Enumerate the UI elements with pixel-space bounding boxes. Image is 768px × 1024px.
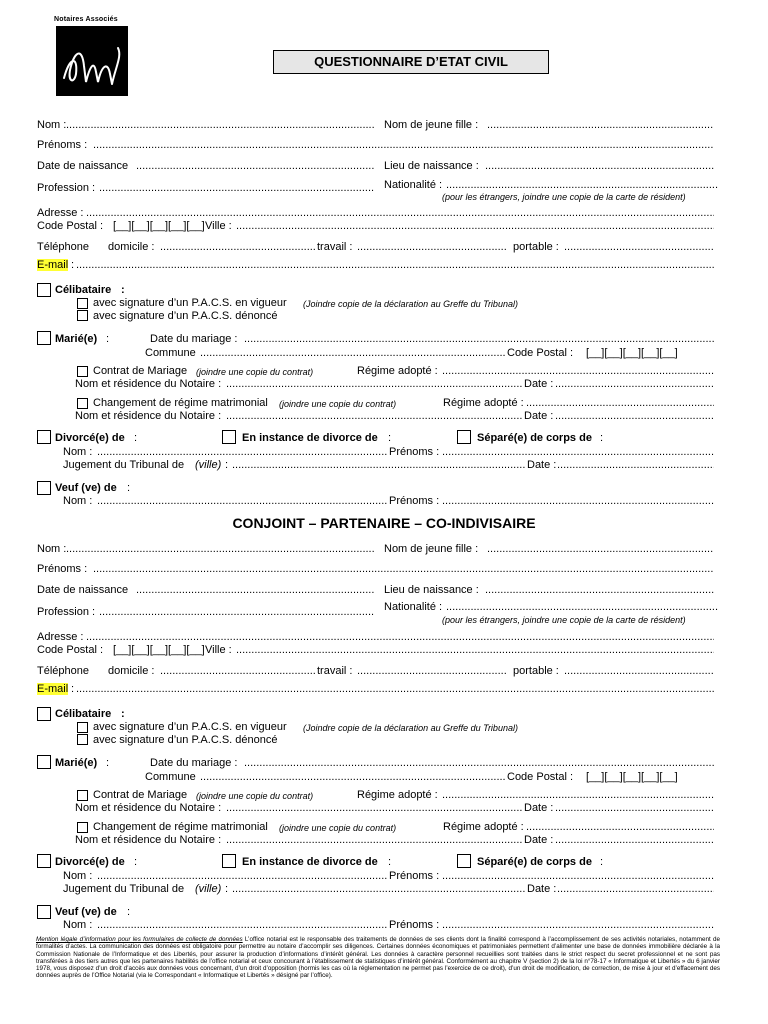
profession-field[interactable] xyxy=(99,182,374,194)
c-veuf-colon: : xyxy=(127,906,131,918)
c-pacs-vigueur-label: avec signature d’un P.A.C.S. en vigueur xyxy=(93,721,287,733)
c-nom-label: Nom : xyxy=(37,543,67,555)
legal-heading: Mention légale d’information pour les formulaires de collecte de données xyxy=(36,936,243,943)
travail-label: travail : xyxy=(317,241,353,253)
travail-field[interactable] xyxy=(357,241,507,253)
jugement-colon: : xyxy=(225,459,229,471)
dvm-logo-icon xyxy=(56,26,128,96)
c-pacs-denonce-label: avec signature d’un P.A.C.S. dénoncé xyxy=(93,734,278,746)
c-code-postal-label: Code Postal : xyxy=(37,644,104,656)
c-jugement-colon: : xyxy=(225,883,229,895)
date-naissance-field[interactable] xyxy=(136,160,374,172)
notaire-2-label: Nom et résidence du Notaire : xyxy=(75,410,222,422)
c-contrat-note: (joindre une copie du contrat) xyxy=(196,791,314,801)
c-lieu-naissance-label: Lieu de naissance : xyxy=(384,584,479,596)
c-jugement-ville: (ville) xyxy=(195,883,222,895)
veuf-colon: : xyxy=(127,482,131,494)
c-nationalite-label: Nationalité : xyxy=(384,601,443,613)
c-divorce-prenoms-field[interactable] xyxy=(442,870,714,882)
nom-field[interactable] xyxy=(66,119,374,131)
c-pacs-denonce-checkbox[interactable] xyxy=(77,734,88,745)
c-changement-regime-checkbox[interactable] xyxy=(77,822,88,833)
page-title: QUESTIONNAIRE D’ETAT CIVIL xyxy=(273,50,549,74)
c-telephone-label: Téléphone xyxy=(37,665,89,677)
changement-regime-checkbox[interactable] xyxy=(77,398,88,409)
c-adresse-label: Adresse : xyxy=(37,631,84,643)
divorce-label: Divorcé(e) de xyxy=(55,432,125,444)
c-regime-adopte-2-label: Régime adopté : xyxy=(443,821,524,833)
c-portable-label: portable : xyxy=(513,665,559,677)
c-prenoms-field[interactable] xyxy=(93,563,714,575)
c-veuf-prenoms-field[interactable] xyxy=(442,919,714,931)
c-jugement-field[interactable] xyxy=(232,883,525,895)
nationalite-label: Nationalité : xyxy=(384,179,443,191)
nationalite-note: (pour les étrangers, joindre une copie de la carte de résident) xyxy=(442,192,686,202)
c-nom-jeune-fille-field[interactable] xyxy=(487,543,714,555)
c-code-postal-boxes[interactable]: [__][__][__][__][__] xyxy=(113,644,205,656)
adresse-label: Adresse : xyxy=(37,207,84,219)
veuf-prenoms-label: Prénoms : xyxy=(389,495,440,507)
changement-regime-label: Changement de régime matrimonial xyxy=(93,397,268,409)
c-marie-label: Marié(e) xyxy=(55,757,98,769)
c-adresse-field[interactable] xyxy=(86,631,714,643)
c-divorce-label: Divorcé(e) de xyxy=(55,856,125,868)
c-marie-checkbox[interactable] xyxy=(37,755,51,769)
regime-adopte-2-label: Régime adopté : xyxy=(443,397,524,409)
c-divorce-colon: : xyxy=(134,856,138,868)
code-postal-boxes[interactable]: [__][__][__][__][__] xyxy=(113,220,205,232)
prenoms-field[interactable] xyxy=(93,139,714,151)
veuf-nom-field[interactable] xyxy=(97,495,387,507)
marie-label: Marié(e) xyxy=(55,333,98,345)
c-instance-colon: : xyxy=(388,856,392,868)
c-prenoms-label: Prénoms : xyxy=(37,563,88,575)
c-changement-regime-label: Changement de régime matrimonial xyxy=(93,821,268,833)
contrat-mariage-checkbox[interactable] xyxy=(77,366,88,377)
c-instance-divorce-checkbox[interactable] xyxy=(222,854,236,868)
date-mariage-field[interactable] xyxy=(244,333,714,345)
c-lieu-naissance-field[interactable] xyxy=(485,584,714,596)
c-date-naissance-label: Date de naissance xyxy=(37,584,129,596)
nom-jeune-fille-label: Nom de jeune fille : xyxy=(384,119,479,131)
celibataire-checkbox[interactable] xyxy=(37,283,51,297)
c-date-contrat-label: Date : xyxy=(524,802,554,814)
notaire-label: Nom et résidence du Notaire : xyxy=(75,378,222,390)
telephone-label: Téléphone xyxy=(37,241,89,253)
regime-adopte-2-field[interactable] xyxy=(526,397,714,409)
c-nom-jeune-fille-label: Nom de jeune fille : xyxy=(384,543,479,555)
veuf-checkbox[interactable] xyxy=(37,481,51,495)
date-naissance-label: Date de naissance xyxy=(37,160,129,172)
c-regime-adopte-label: Régime adopté : xyxy=(357,789,438,801)
legal-notice xyxy=(36,936,720,980)
c-marie-colon: : xyxy=(106,757,110,769)
c-date-changement-label: Date : xyxy=(524,834,554,846)
c-commune-label: Commune xyxy=(145,771,196,783)
divorce-prenoms-field[interactable] xyxy=(442,446,714,458)
c-travail-field[interactable] xyxy=(357,665,507,677)
c-veuf-nom-label: Nom : xyxy=(63,919,93,931)
c-email-label: E-mail xyxy=(37,683,69,695)
pacs-denonce-checkbox[interactable] xyxy=(77,310,88,321)
commune-label: Commune xyxy=(145,347,196,359)
code-postal-marie-boxes[interactable]: [__][__][__][__][__] xyxy=(586,347,678,359)
instance-divorce-checkbox[interactable] xyxy=(222,430,236,444)
c-domicile-label: domicile : xyxy=(108,665,155,677)
c-changement-note: (joindre une copie du contrat) xyxy=(279,823,397,833)
email-colon: : xyxy=(71,259,75,271)
commune-field[interactable] xyxy=(200,347,506,359)
c-separe-checkbox[interactable] xyxy=(457,854,471,868)
c-date-contrat-field[interactable] xyxy=(555,802,714,814)
ville-field[interactable] xyxy=(236,220,714,232)
jugement-date-label: Date : xyxy=(527,459,557,471)
instance-colon: : xyxy=(388,432,392,444)
veuf-prenoms-field[interactable] xyxy=(442,495,714,507)
c-divorce-prenoms-label: Prénoms : xyxy=(389,870,440,882)
notaire-field[interactable] xyxy=(226,378,522,390)
c-pacs-vigueur-checkbox[interactable] xyxy=(77,722,88,733)
c-ville-label: Ville : xyxy=(205,644,232,656)
c-profession-field[interactable] xyxy=(99,606,374,618)
profession-label: Profession : xyxy=(37,182,96,194)
c-veuf-checkbox[interactable] xyxy=(37,905,51,919)
pacs-denonce-label: avec signature d’un P.A.C.S. dénoncé xyxy=(93,310,278,322)
veuf-nom-label: Nom : xyxy=(63,495,93,507)
c-veuf-prenoms-label: Prénoms : xyxy=(389,919,440,931)
date-changement-field[interactable] xyxy=(555,410,714,422)
marie-colon: : xyxy=(106,333,110,345)
marie-checkbox[interactable] xyxy=(37,331,51,345)
c-regime-adopte-field[interactable] xyxy=(442,789,714,801)
c-travail-label: travail : xyxy=(317,665,353,677)
legal-body: L’office notarial est le responsable des traitements de données de ses clients dont la finalité correspond à l’accomplissement de ses activités notariales, notamment de formalités d’actes. La communication des données est obligatoire pour permettre au notaire d’accomplir ses diligences. Certaines données économiques et patrimoniales permettent d’alimenter une base de données immobilière déclarée à la Commission Nationale de l’Informatique et des Libertés, pour assurer la production d’informations d’intérêt général. Les données à caractère personnel recueillies sont traitées dans le strict respect du secret professionnel et ne sont pas transférées à des tiers autres que les partenaires habilités de l’office notarial et ceux concourant à l’établissement de statistiques d’intérêt général. Conformément au chapitre V (section 2) de la loi n°78-17 « Informatique et Libertés » du 6 janvier 1978, vous disposez d’un droit d’accès aux données vous concernant, d’un droit d’opposition (hormis les cas où la réglementation ne permet pas l’exercice de ce droit), d’un droit de modification, de correction, de mise à jour et d’effacement des données auprès de l’Office Notarial (via le Correspondant « Informatique et Libertés » désigné par l’office). xyxy=(36,936,721,980)
c-commune-field[interactable] xyxy=(200,771,506,783)
c-instance-divorce-label: En instance de divorce de xyxy=(242,856,378,868)
c-portable-field[interactable] xyxy=(564,665,714,677)
c-contrat-mariage-label: Contrat de Mariage xyxy=(93,789,188,801)
c-ville-field[interactable] xyxy=(236,644,714,656)
c-notaire-label: Nom et résidence du Notaire : xyxy=(75,802,222,814)
separe-colon: : xyxy=(600,432,604,444)
contrat-note: (joindre une copie du contrat) xyxy=(196,367,314,377)
jugement-date-field[interactable] xyxy=(557,459,714,471)
adresse-field[interactable] xyxy=(86,207,714,219)
date-changement-label: Date : xyxy=(524,410,554,422)
c-code-postal-marie-boxes[interactable]: [__][__][__][__][__] xyxy=(586,771,678,783)
c-divorce-checkbox[interactable] xyxy=(37,854,51,868)
veuf-label: Veuf (ve) de xyxy=(55,482,117,494)
nom-label: Nom : xyxy=(37,119,67,131)
instance-divorce-label: En instance de divorce de xyxy=(242,432,378,444)
pacs-vigueur-checkbox[interactable] xyxy=(77,298,88,309)
divorce-nom-label: Nom : xyxy=(63,446,93,458)
c-separe-label: Séparé(e) de corps de xyxy=(477,856,592,868)
code-postal-marie-label: Code Postal : xyxy=(507,347,574,359)
pacs-vigueur-note: (Joindre copie de la déclaration au Greffe du Tribunal) xyxy=(303,299,518,309)
prenoms-label: Prénoms : xyxy=(37,139,88,151)
ville-label: Ville : xyxy=(205,220,232,232)
lieu-naissance-field[interactable] xyxy=(485,160,714,172)
date-contrat-label: Date : xyxy=(524,378,554,390)
regime-adopte-label: Régime adopté : xyxy=(357,365,438,377)
code-postal-label: Code Postal : xyxy=(37,220,104,232)
email-label: E-mail xyxy=(37,259,69,271)
domicile-label: domicile : xyxy=(108,241,155,253)
regime-adopte-field[interactable] xyxy=(442,365,714,377)
portable-field[interactable] xyxy=(564,241,714,253)
c-nationalite-field[interactable] xyxy=(446,601,718,613)
pacs-vigueur-label: avec signature d’un P.A.C.S. en vigueur xyxy=(93,297,287,309)
c-divorce-nom-label: Nom : xyxy=(63,870,93,882)
c-notaire-2-label: Nom et résidence du Notaire : xyxy=(75,834,222,846)
office-logo xyxy=(56,26,128,96)
separe-checkbox[interactable] xyxy=(457,430,471,444)
domicile-field[interactable] xyxy=(160,241,316,253)
c-notaire-2-field[interactable] xyxy=(226,834,522,846)
c-code-postal-marie-label: Code Postal : xyxy=(507,771,574,783)
c-email-field[interactable] xyxy=(76,683,714,695)
c-veuf-label: Veuf (ve) de xyxy=(55,906,117,918)
date-mariage-label: Date du mariage : xyxy=(150,333,238,345)
c-jugement-date-label: Date : xyxy=(527,883,557,895)
nom-jeune-fille-field[interactable] xyxy=(487,119,714,131)
c-date-naissance-field[interactable] xyxy=(136,584,374,596)
date-contrat-field[interactable] xyxy=(555,378,714,390)
notaire-2-field[interactable] xyxy=(226,410,522,422)
jugement-label: Jugement du Tribunal de xyxy=(63,459,185,471)
c-jugement-label: Jugement du Tribunal de xyxy=(63,883,185,895)
c-contrat-mariage-checkbox[interactable] xyxy=(77,790,88,801)
celibataire-label: Célibataire xyxy=(55,284,112,296)
lieu-naissance-label: Lieu de naissance : xyxy=(384,160,479,172)
c-notaire-field[interactable] xyxy=(226,802,522,814)
divorce-prenoms-label: Prénoms : xyxy=(389,446,440,458)
celibataire-colon: : xyxy=(121,284,125,296)
c-nationalite-note: (pour les étrangers, joindre une copie de la carte de résident) xyxy=(442,615,686,625)
c-pacs-vigueur-note: (Joindre copie de la déclaration au Greffe du Tribunal) xyxy=(303,723,518,733)
c-date-mariage-label: Date du mariage : xyxy=(150,757,238,769)
nationalite-field[interactable] xyxy=(446,179,718,191)
c-profession-label: Profession : xyxy=(37,606,96,618)
conjoint-section-title: CONJOINT – PARTENAIRE – CO-INDIVISAIRE xyxy=(232,515,536,531)
c-veuf-nom-field[interactable] xyxy=(97,919,387,931)
contrat-mariage-label: Contrat de Mariage xyxy=(93,365,188,377)
c-nom-field[interactable] xyxy=(66,543,374,555)
portable-label: portable : xyxy=(513,241,559,253)
c-celibataire-colon: : xyxy=(121,708,125,720)
c-celibataire-label: Célibataire xyxy=(55,708,112,720)
logo-caption: Notaires Associés xyxy=(54,16,118,23)
jugement-ville: (ville) xyxy=(195,459,222,471)
changement-note: (joindre une copie du contrat) xyxy=(279,399,397,409)
c-jugement-date-field[interactable] xyxy=(557,883,714,895)
divorce-nom-field[interactable] xyxy=(97,446,387,458)
c-domicile-field[interactable] xyxy=(160,665,316,677)
divorce-checkbox[interactable] xyxy=(37,430,51,444)
divorce-colon: : xyxy=(134,432,138,444)
c-divorce-nom-field[interactable] xyxy=(97,870,387,882)
c-celibataire-checkbox[interactable] xyxy=(37,707,51,721)
c-date-changement-field[interactable] xyxy=(555,834,714,846)
c-separe-colon: : xyxy=(600,856,604,868)
c-date-mariage-field[interactable] xyxy=(244,757,714,769)
separe-label: Séparé(e) de corps de xyxy=(477,432,592,444)
c-email-colon: : xyxy=(71,683,75,695)
email-field[interactable] xyxy=(76,259,714,271)
c-regime-adopte-2-field[interactable] xyxy=(526,821,714,833)
jugement-field[interactable] xyxy=(232,459,525,471)
